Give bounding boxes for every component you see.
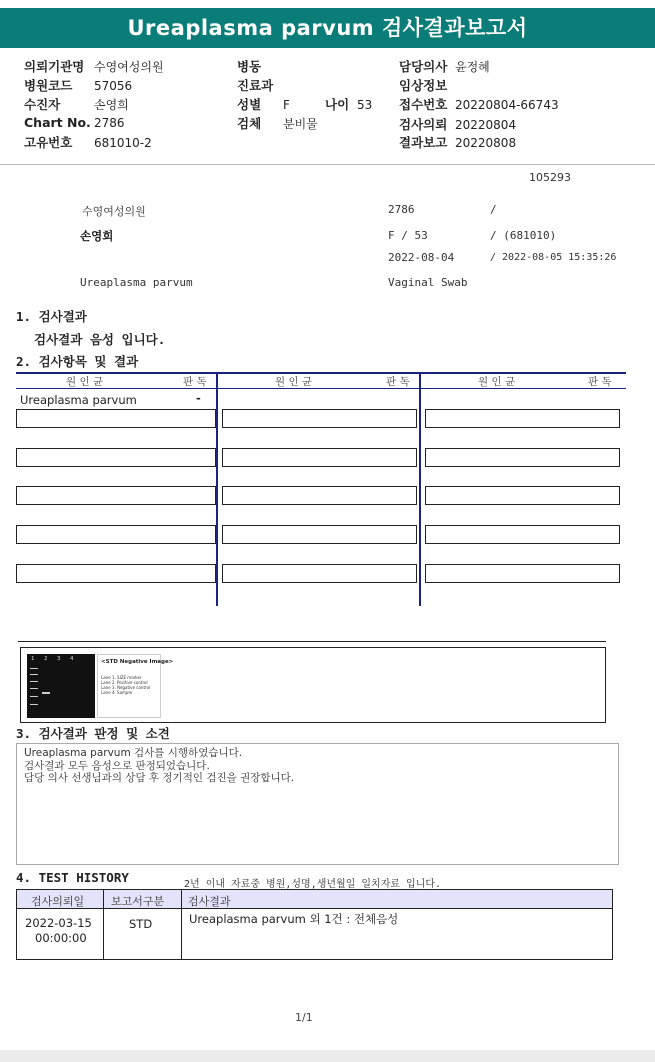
header-chart-no [24, 115, 125, 130]
header-label: 검사의뢰 [399, 117, 448, 132]
header-report-date [399, 133, 516, 151]
history-header-result: 검사결과 [188, 895, 231, 908]
header-value: 윤정혜 [455, 60, 490, 74]
history-header-date: 검사의뢰일 [31, 895, 85, 908]
results-grid-divider [419, 372, 421, 606]
header-label: 병동 [237, 59, 262, 74]
gel-legend-line: Lane 2. Positive control [101, 680, 148, 685]
header-hospital [24, 57, 164, 75]
gel-band [30, 696, 38, 697]
record-sex-age: F / 53 [388, 229, 428, 242]
result-pathogen-name: Ureaplasma parvum [20, 393, 137, 407]
gel-lane-number: 3 [57, 656, 61, 662]
section1-result-text: 검사결과 음성 입니다. [34, 332, 166, 347]
gel-band [30, 688, 38, 689]
gel-lane-number: 2 [44, 656, 48, 662]
header-label: 결과보고 [399, 135, 448, 150]
header-request-date [399, 115, 516, 133]
record-patient: 손영희 [80, 229, 114, 243]
section4-title: 4. TEST HISTORY [16, 870, 129, 885]
gel-band [30, 668, 38, 669]
header-label: 진료과 [237, 78, 274, 93]
opinion-line: 검사결과 모두 음성으로 판정되었습니다. [24, 759, 210, 772]
header-value: 53 [357, 98, 373, 112]
history-header-type: 보고서구분 [111, 895, 165, 908]
result-cell [222, 486, 417, 505]
result-cell [222, 448, 417, 467]
result-cell [16, 525, 216, 544]
gel-band [30, 674, 38, 675]
col-header-result: 판 독 [183, 376, 207, 388]
header-divider [0, 164, 655, 165]
test-history-header-row [17, 890, 612, 909]
gel-legend-title: <STD Negative Image> [101, 659, 174, 665]
history-col-divider [181, 890, 182, 959]
header-label: 담당의사 [399, 59, 448, 74]
result-cell [425, 525, 620, 544]
results-grid-header-line [16, 388, 626, 389]
header-unique-id [24, 133, 152, 151]
header-specimen [237, 114, 318, 132]
header-ward [237, 57, 261, 75]
opinion-line: 담당 의사 선생님과의 상담 후 정기적인 검진을 권장합니다. [24, 772, 295, 784]
gel-legend-line: Lane 3. Negative control [101, 685, 151, 690]
history-result: Ureaplasma parvum 외 1건 : 전체음성 [189, 912, 399, 926]
result-cell [16, 564, 216, 583]
header-label: 검체 [237, 116, 262, 131]
record-specimen: Vaginal Swab [388, 276, 468, 289]
header-value: 20220804-66743 [455, 98, 559, 112]
col-header-pathogen: 원 인 균 [66, 376, 104, 388]
section2-title: 2. 검사항목 및 결과 [16, 354, 139, 369]
record-reported: / 2022-08-05 15:35:26 [490, 252, 617, 263]
header-label: 임상정보 [399, 78, 448, 93]
record-test-name: Ureaplasma parvum [80, 276, 193, 289]
result-cell [16, 409, 216, 428]
header-hospital-code [24, 76, 132, 94]
header-sex [237, 95, 290, 113]
header-value: 20220808 [455, 136, 517, 150]
gel-lane-number: 4 [70, 656, 74, 662]
record-hospital: 수영여성의원 [82, 205, 146, 218]
section4-note: 2년 이내 자료중 병원,성명,생년월일 일치자료 입니다. [184, 879, 442, 890]
result-cell [16, 448, 216, 467]
record-slash: / [490, 203, 497, 216]
result-cell [425, 448, 620, 467]
result-cell [16, 486, 216, 505]
header-clinical-info [399, 76, 455, 94]
image-divider [18, 641, 606, 642]
result-cell [425, 409, 620, 428]
header-label: 수진자 [24, 97, 61, 112]
report-title: Ureaplasma parvum 검사결과보고서 [0, 8, 655, 48]
header-value: 681010-2 [94, 136, 152, 150]
results-grid-top-line [16, 372, 626, 374]
header-label: Chart No. [24, 115, 91, 130]
gel-image-frame [20, 647, 606, 723]
gel-band [30, 704, 38, 705]
header-receipt-no [399, 95, 559, 113]
gel-legend-line: Lane 4. Sample [101, 690, 133, 695]
header-value: 57056 [94, 79, 133, 93]
header-label: 의뢰기관명 [24, 59, 85, 74]
history-col-divider [103, 890, 104, 959]
header-label: 나이 [325, 97, 350, 112]
header-value: 20220804 [455, 118, 517, 132]
page-number: 1/1 [295, 1011, 313, 1024]
header-label: 접수번호 [399, 97, 448, 112]
gel-electrophoresis-image [27, 654, 95, 718]
col-header-result: 판 독 [588, 376, 612, 388]
header-age [325, 95, 372, 113]
history-time: 00:00:00 [35, 931, 87, 945]
opinion-box [16, 743, 619, 865]
header-value: 손영희 [94, 98, 129, 112]
col-header-result: 판 독 [386, 376, 410, 388]
gel-legend [97, 654, 174, 718]
result-cell [222, 409, 417, 428]
section1-title: 1. 검사결과 [16, 309, 87, 324]
header-value: 수영여성의원 [94, 60, 164, 74]
header-label: 고유번호 [24, 135, 73, 150]
result-cell [222, 564, 417, 583]
header-value: 분비물 [283, 117, 318, 131]
record-number: 105293 [529, 171, 571, 184]
record-chart: 2786 [388, 203, 415, 216]
result-cell [425, 486, 620, 505]
col-header-pathogen: 원 인 균 [275, 376, 313, 388]
opinion-line: Ureaplasma parvum 검사를 시행하였습니다. [24, 747, 243, 759]
bottom-bar [0, 1050, 655, 1062]
header-value: 2786 [94, 116, 125, 130]
results-grid-divider [216, 372, 218, 606]
header-department [237, 76, 273, 94]
result-cell [222, 525, 417, 544]
header-label: 병원코드 [24, 78, 73, 93]
section3-title: 3. 검사결과 판정 및 소견 [16, 726, 170, 741]
col-header-pathogen: 원 인 균 [478, 376, 516, 388]
history-type: STD [129, 917, 153, 931]
result-cell [425, 564, 620, 583]
record-id: / (681010) [490, 229, 557, 242]
history-date: 2022-03-15 [25, 916, 92, 930]
test-history-table [16, 889, 613, 960]
header-label: 성별 [237, 97, 262, 112]
header-value: F [283, 98, 290, 112]
record-received: 2022-08-04 [388, 251, 455, 264]
gel-legend-line: Lane 1. SIZE marker [101, 675, 142, 680]
result-value: - [196, 391, 201, 405]
gel-band [42, 692, 50, 694]
header-doctor [399, 57, 490, 75]
gel-lane-number: 1 [31, 656, 35, 662]
gel-band [30, 681, 38, 682]
header-patient [24, 95, 129, 113]
